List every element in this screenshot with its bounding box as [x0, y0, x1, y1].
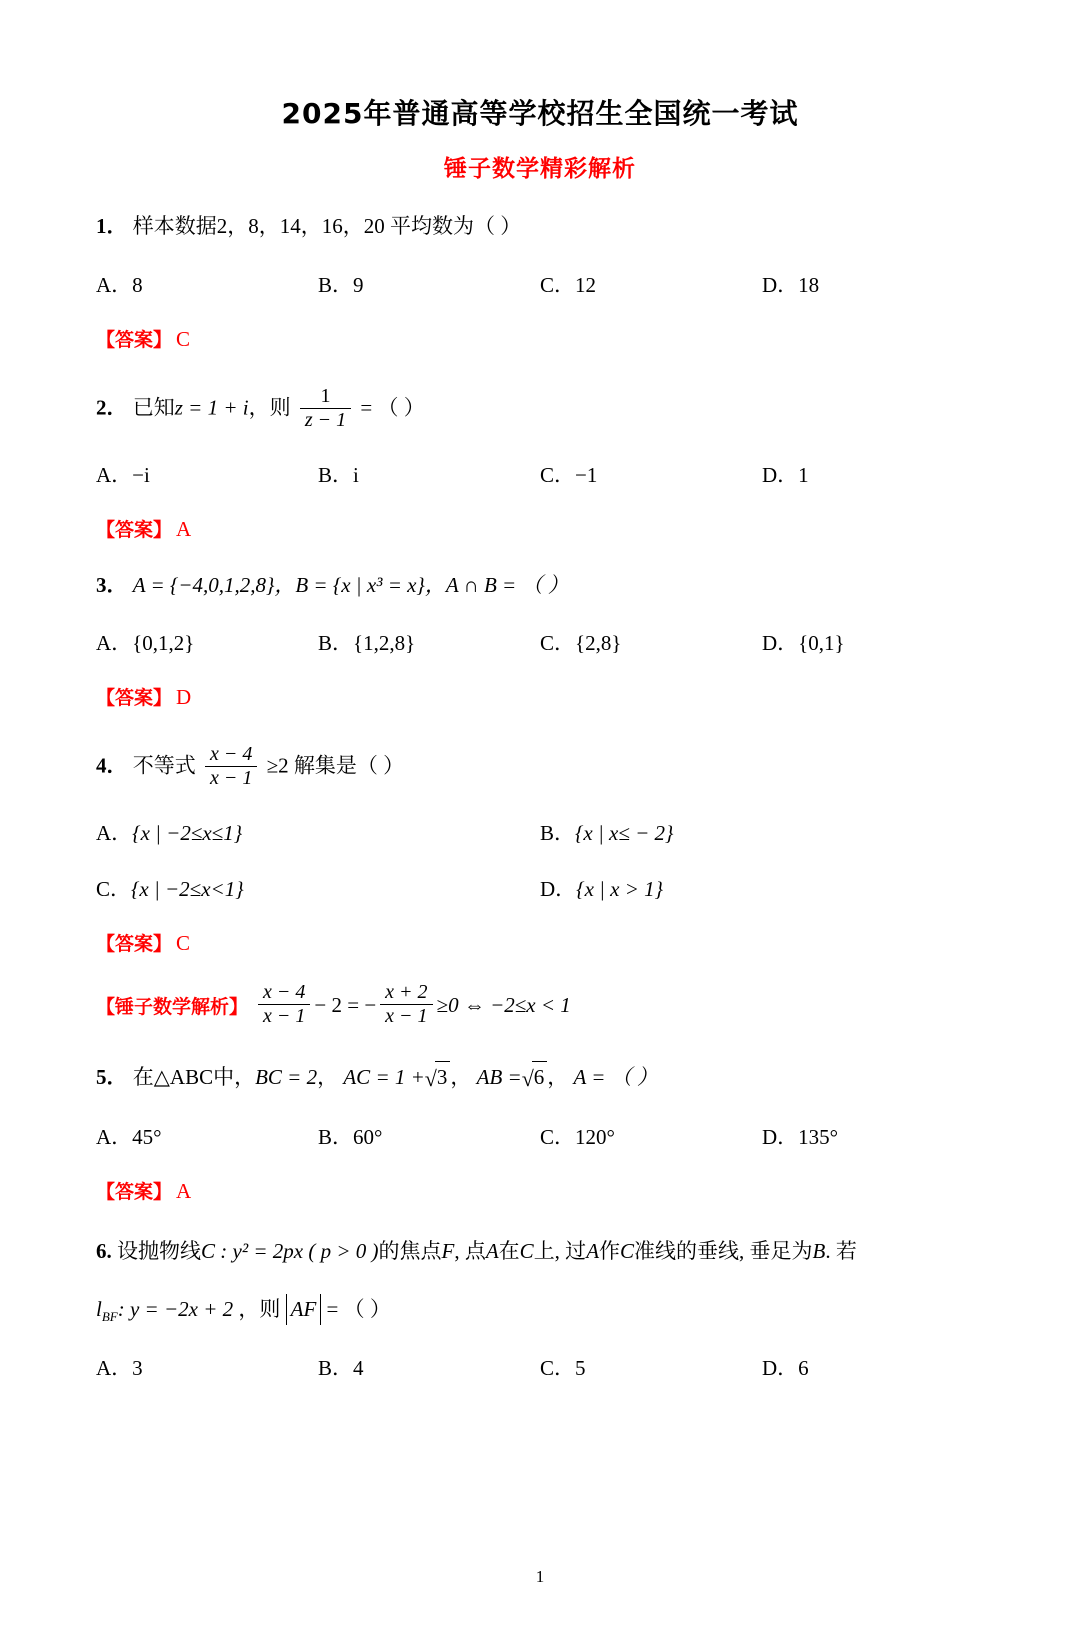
sqrt-6: 6 — [532, 1061, 548, 1094]
option-d: D．6 — [762, 1356, 809, 1381]
page-number: 1 — [535, 1567, 545, 1586]
option-c: C．−1 — [540, 462, 598, 487]
option-c: C．5 — [540, 1356, 586, 1381]
sqrt-3: 3 — [435, 1061, 451, 1094]
question-2-answer: 【答案】 A — [96, 516, 192, 541]
answer-value: C — [176, 326, 191, 351]
option-a: A．{0,1,2} — [96, 631, 195, 655]
option-c: C．120° — [540, 1125, 615, 1149]
question-1-number: 1 — [96, 214, 107, 238]
answer-label: 【答案】 — [96, 328, 173, 351]
option-a: A．45° — [96, 1125, 162, 1149]
option-d: D．135° — [762, 1125, 839, 1149]
option-b: B．9 — [318, 272, 364, 297]
question-6-options — [96, 1352, 984, 1382]
question-5-stem: 5． 在△ABC中，BC = 2， AC = 1 +√3 ， AB =√6 ， A = （ ） — [96, 1061, 984, 1095]
option-b: B．i — [318, 462, 359, 487]
explanation-fraction-1: $\frac{x - 4}{x - 1}$ — [258, 981, 310, 1028]
option-c: C．12 — [540, 272, 597, 297]
option-c: C．{x | −2≤x<1} — [96, 877, 244, 901]
question-4-options-row2 — [96, 873, 984, 903]
question-4-options-row1 — [96, 817, 984, 847]
question-5-options — [96, 1121, 984, 1151]
question-1-stem-prefix: 样本数据 — [132, 214, 217, 238]
question-1-answer — [96, 325, 984, 352]
question-6-stem-line1: 6. 设抛物线C : y² = 2px ( p > 0 )的焦点F, 点A在C上, 过A作C准线的垂线, 垂足为B. 若 — [96, 1239, 857, 1263]
option-b: B．{1,2,8} — [318, 631, 416, 655]
option-d: D．{0,1} — [762, 631, 845, 655]
explanation-fraction-2: $\frac{x + 2}{x - 1}$ — [380, 981, 432, 1028]
question-3-answer: 【答案】 D — [96, 685, 192, 709]
option-a: A．8 — [96, 272, 143, 297]
option-b: B．{x | x≤ − 2} — [540, 821, 674, 845]
question-3-options — [96, 627, 984, 657]
absolute-value-af: AF — [286, 1294, 322, 1326]
question-1-stem: 1． 样本数据2，8，14，16，20 平均数为（ ） — [96, 214, 522, 238]
question-4-answer: 【答案】 C — [96, 931, 191, 955]
question-4-stem: 4． 不等式 $\frac{x - 4}{x - 1}$ ≥2 解集是（ ） — [96, 743, 405, 789]
option-a: A．{x | −2≤x≤1} — [96, 821, 243, 845]
option-d: D．18 — [762, 272, 820, 297]
page-title: 2025年普通高等学校招生全国统一考试 — [281, 97, 799, 130]
page-subtitle: 锤子数学精彩解析 — [444, 156, 636, 182]
question-1-options — [96, 269, 984, 299]
question-4-explanation: 【锤子数学解析】 $\frac{x - 4}{x - 1}$ − 2 = − $\frac{x + 2}{x - 1}$ ≥0 ⇔ −2≤x < 1 — [96, 981, 571, 1027]
q3-expr: A = {−4,0,1,2,8}，B = {x | x³ = x}，A ∩ B = （ ） — [132, 572, 569, 597]
option-a: A．3 — [96, 1356, 143, 1381]
question-2-options — [96, 459, 984, 489]
option-d: D．1 — [762, 462, 809, 487]
question-5-answer: 【答案】 A — [96, 1179, 192, 1203]
option-a: A．−i — [96, 462, 150, 487]
q2-expr: z = 1 + i — [174, 394, 249, 419]
question-3-stem: 3． A = {−4,0,1,2,8}，B = {x | x³ = x}，A ∩ B = （ ） — [96, 572, 569, 597]
option-c: C．{2,8} — [540, 631, 622, 655]
question-6-stem-line2: $l_{BF}$: y = −2x + 2 ，则 AF = （ ） — [96, 1294, 984, 1327]
explanation-label: 【锤子数学解析】 — [96, 996, 249, 1018]
q2-fraction: $\frac{1}{z - 1}$ — [300, 385, 351, 432]
option-b: B．4 — [318, 1356, 364, 1381]
q4-fraction: $\frac{x - 4}{x - 1}$ — [205, 743, 257, 790]
exam-content — [96, 211, 984, 1382]
option-d: D．{x | x > 1} — [540, 877, 664, 901]
question-1-stem-body: 2，8，14，16，20 平均数为（ ） — [216, 214, 522, 238]
option-b: B．60° — [318, 1125, 383, 1149]
exam-page — [0, 92, 1080, 1625]
question-2-stem: 2． 已知z = 1 + i，则 $\frac{1}{z - 1}$ = （ ） — [96, 384, 425, 431]
